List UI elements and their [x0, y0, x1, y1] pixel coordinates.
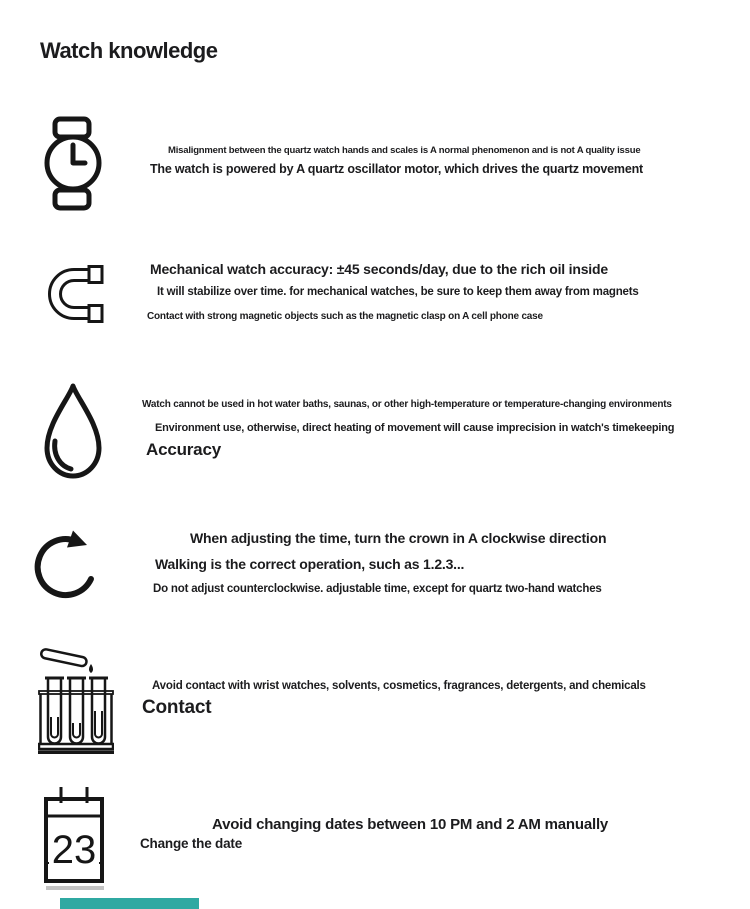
crown-sub-line: Walking is the correct operation, such as 1.2.3...: [155, 556, 465, 572]
magnet-sub-line: It will stabilize over time. for mechanical watches, be sure to keep them away from magnets: [157, 286, 639, 298]
date-main-line: Avoid changing dates between 10 PM and 2 AM manually: [212, 816, 609, 833]
teal-accent-bar: [60, 898, 199, 909]
watch-note-line: Misalignment between the quartz watch hands and scales is A normal phenomenon and is not A quality issue: [168, 145, 641, 156]
calendar-day: 23: [51, 828, 97, 872]
water-drop-icon: [40, 382, 106, 480]
watch-icon: [42, 116, 104, 211]
contact-heading: Contact: [142, 697, 212, 718]
temperature-note-line: Watch cannot be used in hot water baths, saunas, or other high-temperature or temperature-changing environments: [142, 399, 672, 410]
date-sub-line: Change the date: [140, 836, 243, 851]
watch-main-line: The watch is powered by A quartz oscillator motor, which drives the quartz movement: [150, 162, 643, 176]
page-title: Watch knowledge: [40, 38, 218, 63]
clockwise-arrow-icon: [30, 527, 108, 603]
chemicals-note-line: Avoid contact with wrist watches, solvents, cosmetics, fragrances, detergents, and chemicals: [152, 680, 646, 692]
accuracy-heading: Accuracy: [146, 440, 221, 459]
crown-note-line: Do not adjust counterclockwise. adjustable time, except for quartz two-hand watches: [153, 583, 602, 595]
magnet-note-line: Contact with strong magnetic objects such as the magnetic clasp on A cell phone case: [147, 311, 543, 322]
calendar-icon: [42, 785, 106, 885]
calendar-shadow: [46, 886, 104, 890]
magnet-icon: [44, 264, 108, 324]
test-tubes-icon: [38, 647, 114, 755]
magnet-main-line: Mechanical watch accuracy: ±45 seconds/day, due to the rich oil inside: [150, 261, 608, 277]
temperature-sub-line: Environment use, otherwise, direct heating of movement will cause imprecision in watch's timekeeping: [155, 422, 675, 434]
crown-main-line: When adjusting the time, turn the crown in A clockwise direction: [190, 530, 607, 546]
